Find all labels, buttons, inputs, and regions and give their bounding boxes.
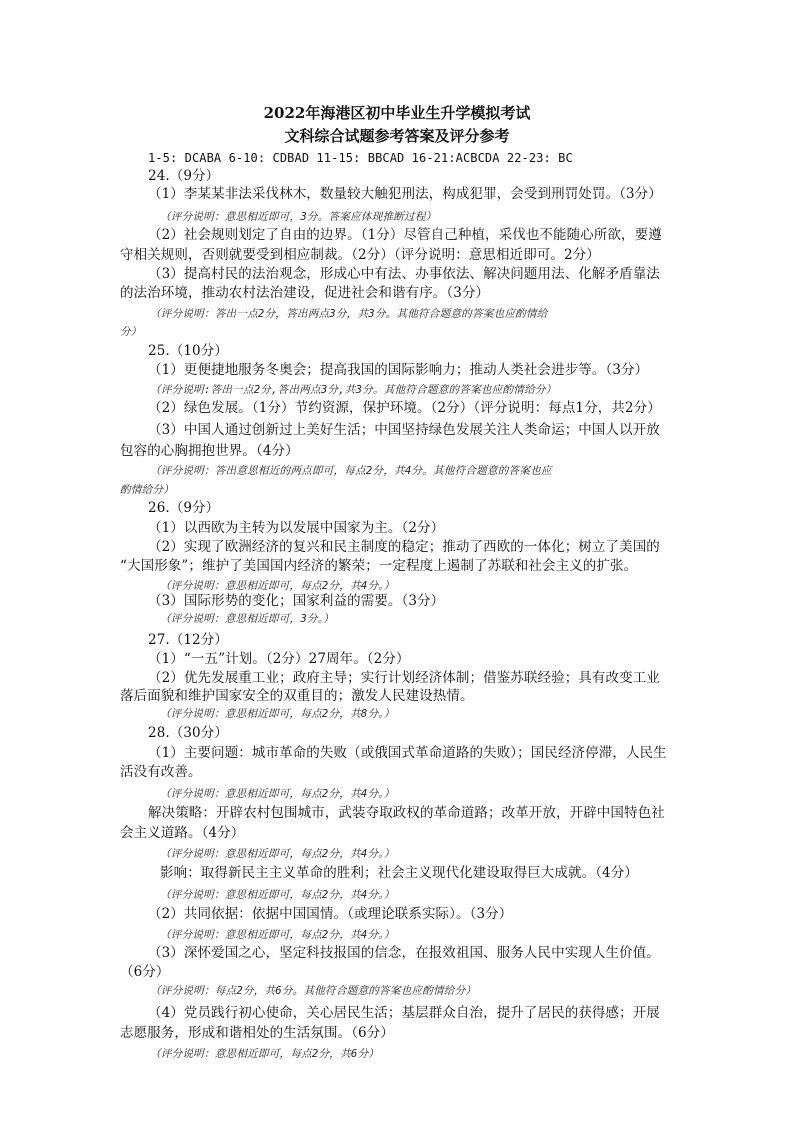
answer-line: （1）“一五”计划。（2分）27周年。（2分） <box>148 651 410 667</box>
scoring-note-line: （评分说明：意思相近即可，每点2分，共8分。） <box>160 708 395 720</box>
answer-line: 解决策略：开辟农村包围城市，武装夺取政权的革命道路；改革开放，开辟中国特色社 <box>148 805 665 821</box>
answer-line: （3）提高村民的法治观念，形成心中有法、办事依法、解决问题用法、化解矛盾靠法 <box>148 266 660 282</box>
answer-line: 27.（12分） <box>148 632 228 648</box>
answer-line: （2）共同依据：依据中国国情。（或理论联系实际）。（3分） <box>148 906 513 922</box>
answer-line: 影响：取得新民主主义革命的胜利；社会主义现代化建设取得巨大成就。（4分） <box>160 865 638 881</box>
answer-line: （2）优先发展重工业；政府主导；实行计划经济体制；借鉴苏联经验；具有改变工业 <box>148 670 660 686</box>
answer-line: 的法治环境，推动农村法治建设，促进社会和谐有序。（3分） <box>120 285 490 301</box>
answer-line: 守相关规则，否则就要受到相应制裁。（2分）（评分说明：意思相近即可。2分） <box>120 247 600 263</box>
answer-line: 包容的心胸拥抱世界。（4分） <box>120 443 299 459</box>
answer-line: 落后面貌和维护国家安全的双重目的；激发人民建设热情。 <box>120 688 474 704</box>
answer-line: （2）社会规则划定了自由的边界。（1分）尽管自己种植，采伐也不能随心所欲，要遵 <box>148 227 662 243</box>
scoring-note-line: （评分说明：意思相近即可，每点2分，共4分。） <box>160 889 395 901</box>
document-title: 2022年海港区初中毕业生升学模拟考试 <box>263 104 531 122</box>
scoring-note-line: （评分说明：答出一点2分，答出两点3分，共3分。其他符合题意的答案也应酌情给 <box>150 308 548 320</box>
scoring-note-line: 分） <box>120 326 142 338</box>
answer-line: （1）更便捷地服务冬奥会；提高我国的国际影响力；推动人类社会进步等。（3分） <box>148 362 649 378</box>
answer-line: 志愿服务，形成和谐相处的生活氛围。（6分） <box>120 1025 394 1041</box>
scoring-note-line: （评分说明:答出一点2分,答出两点3分,共3分。其他符合题意的答案也应酌情给分） <box>150 384 557 396</box>
answer-line: （4）党员践行初心使命，关心居民生活；基层群众自治，提升了居民的获得感；开展 <box>148 1005 660 1021</box>
answer-line: （2）实现了欧洲经济的复兴和民主制度的稳定；推动了西欧的一体化；树立了美国的 <box>148 539 660 555</box>
answer-line: 25.（10分） <box>148 343 228 359</box>
scoring-note-line: （评分说明：意思相近即可，3分。） <box>160 613 334 625</box>
answer-line: （1）主要问题：城市革命的失败（或俄国式革命道路的失败）；国民经济停滞，人民生 <box>148 745 667 761</box>
answer-line: （1）以西欧为主转为以发展中国家为主。（2分） <box>148 520 445 536</box>
answer-line: 28.（30分） <box>148 725 228 741</box>
scoring-note-line: （评分说明：意思相近即可，每点2分，共4分。） <box>160 580 395 592</box>
scoring-note-line: （评分说明：意思相近即可，每点2分，共4分。） <box>160 929 395 941</box>
answer-line: 活没有改善。 <box>120 764 202 780</box>
answer-line: （6分） <box>120 964 170 980</box>
scoring-note-line: （评分说明：意思相近即可，3分。答案应体现推断过程） <box>160 211 437 223</box>
scoring-note-line: （评分说明：意思相近即可，每点2分，共4分。） <box>160 848 395 860</box>
scoring-note-line: （评分说明：答出意思相近的两点即可，每点2分，共4分。其他符合题意的答案也应 <box>150 465 552 477</box>
scoring-note-line: （评分说明：意思相近即可，每点2分，共6分） <box>150 1048 380 1060</box>
answer-line: 会主义道路。（4分） <box>120 825 245 841</box>
choice-answers-line: 1-5: DCABA 6-10: CDBAD 11-15: BBCAD 16-21:ACBCDA 22-23: BC <box>148 151 573 165</box>
answer-line: 24.（9分） <box>148 168 220 184</box>
answer-line: （2）绿色发展。（1分）节约资源，保护环境。（2分）（评分说明：每点1分，共2分） <box>148 400 661 416</box>
document-subtitle: 文科综合试题参考答案及评分参考 <box>284 127 510 145</box>
answer-line: “大国形象”；维护了美国国内经济的繁荣；一定程度上遏制了苏联和社会主义的扩张。 <box>120 558 638 574</box>
answer-line: （3）国际形势的变化；国家利益的需要。（3分） <box>148 593 445 609</box>
answer-line: （3）中国人通过创新过上美好生活；中国坚持绿色发展关注人类命运；中国人以开放 <box>148 422 660 438</box>
scoring-note-line: （评分说明：意思相近即可，每点2分，共4分。） <box>160 788 395 800</box>
scoring-note-line: （评分说明：每点2分，共6分。其他符合题意的答案也应酌情给分） <box>150 985 477 997</box>
answer-line: （3）深怀爱国之心，坚定科技报国的信念，在报效祖国、服务人民中实现人生价值。 <box>148 945 660 961</box>
answer-line: （1）李某某非法采伐林木，数量较大触犯刑法，构成犯罪，会受到刑罚处罚。（3分） <box>148 186 662 202</box>
scoring-note-line: 酌情给分） <box>120 484 174 496</box>
answer-line: 26.（9分） <box>148 500 220 516</box>
